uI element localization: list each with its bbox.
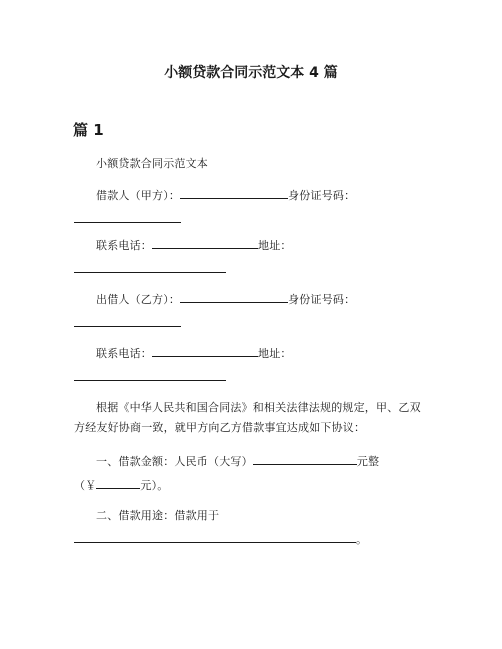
blank-line (180, 291, 288, 303)
preamble-line-1: 根据《中华人民共和国合同法》和相关法律法规的规定，甲、乙双 (96, 401, 421, 414)
blank-line (74, 261, 226, 273)
paragraph-text: 小额贷款合同示范文本 (96, 157, 208, 170)
address-label: 地址： (258, 239, 292, 252)
phone-label: 联系电话： (96, 239, 152, 252)
phone-label: 联系电话： (96, 347, 152, 360)
borrower-label: 借款人（甲方）： (96, 189, 181, 202)
clause-2-paragraph (74, 507, 436, 548)
borrower-paragraph (74, 187, 436, 228)
blank-line (74, 531, 356, 543)
sentence-end: 。 (356, 533, 368, 546)
paragraph-heading (74, 155, 436, 172)
lender-contact-paragraph (74, 345, 436, 386)
borrower-contact-paragraph (74, 237, 436, 278)
id-number-label: 身份证号码： (288, 189, 356, 202)
id-number-label: 身份证号码： (288, 293, 356, 306)
preamble-paragraph (74, 399, 436, 436)
blank-line (74, 211, 181, 223)
blank-line (96, 477, 140, 489)
amount-unit: 元整 (356, 455, 380, 468)
lender-label: 出借人（乙方）： (96, 293, 181, 306)
blank-line (152, 237, 258, 249)
blank-line (74, 369, 226, 381)
blank-line (152, 345, 258, 357)
address-label: 地址： (258, 347, 292, 360)
loan-purpose-label: 二、借款用途：借款用于 (96, 509, 220, 522)
document-title: 小额贷款合同示范文本 4 篇 (164, 65, 338, 81)
preamble-line-2: 方经友好协商一致，就甲方向乙方借款事宜达成如下协议： (74, 421, 366, 434)
blank-line (253, 453, 357, 465)
clause-1-paragraph (74, 453, 436, 494)
section-heading: 篇 1 (73, 121, 104, 139)
loan-amount-label: 一、借款金额：人民币（大写） (96, 455, 253, 468)
blank-line (180, 187, 288, 199)
amount-figure-unit: 元）。 (140, 479, 169, 492)
amount-figure-label: （￥ (74, 479, 97, 492)
blank-line (74, 315, 181, 327)
lender-paragraph (74, 291, 436, 332)
